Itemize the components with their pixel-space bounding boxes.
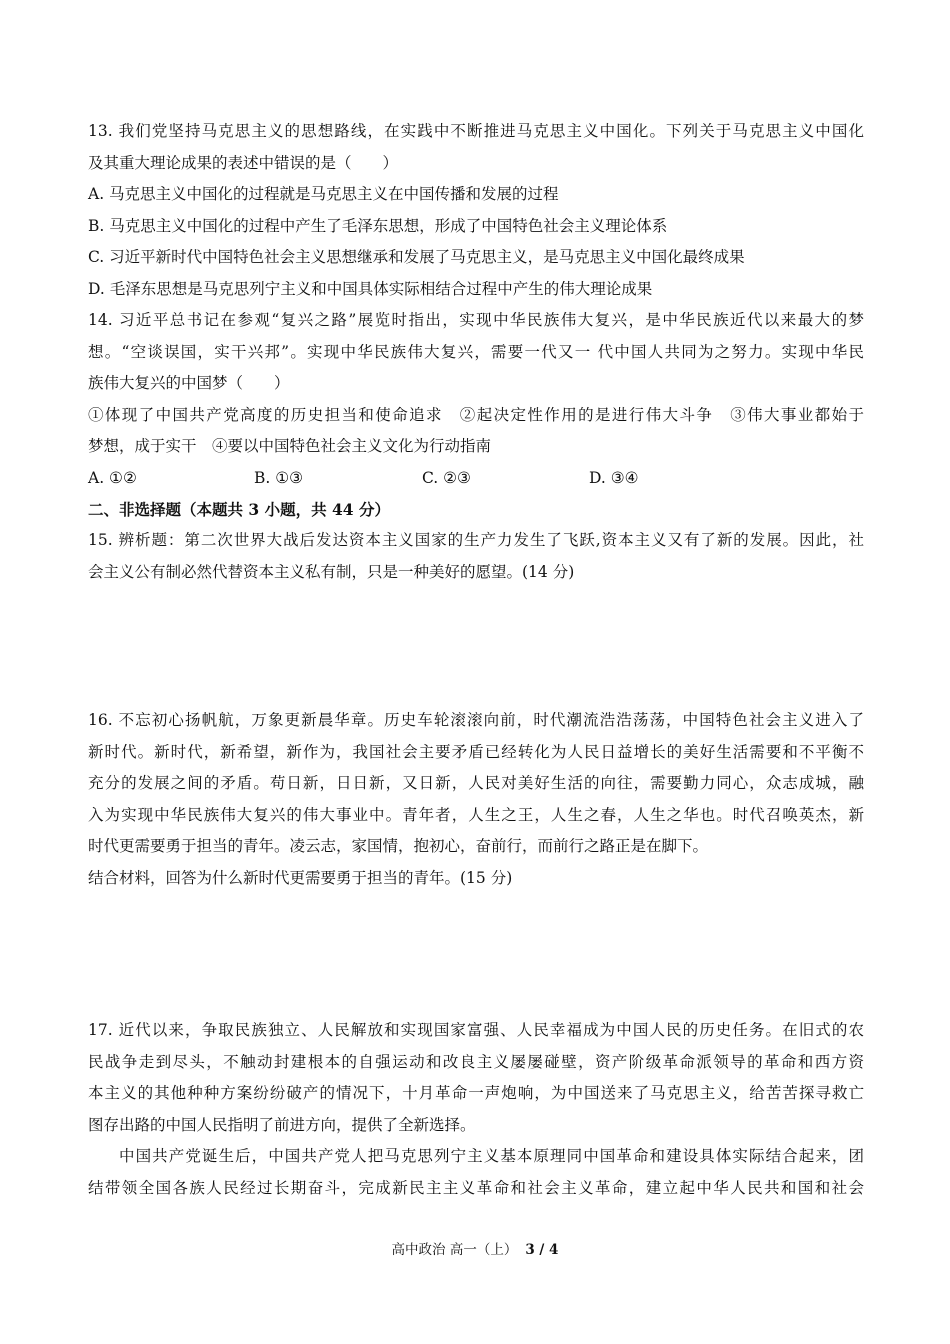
question-14-option-d: D. ③④ xyxy=(589,468,639,487)
question-17-line-4: 图存出路的中国人民指明了前进方向，提供了全新选择。 xyxy=(88,1115,476,1134)
question-13-option-c: C. 习近平新时代中国特色社会主义思想继承和发展了马克思主义，是马克思主义中国化最终成果 xyxy=(88,248,745,266)
question-16-line-2: 新时代。新时代，新希望，新作为，我国社会主要矛盾已经转化为人民日益增长的美好生活需要和不平衡不 xyxy=(88,742,864,761)
question-14-statements-line-2: 梦想，成于实干 ④要以中国特色社会主义文化为行动指南 xyxy=(88,437,492,455)
question-13-stem-line-1: 13. 我们党坚持马克思主义的思想路线，在实践中不断推进马克思主义中国化。下列关于马克思主义中国化 xyxy=(88,122,864,140)
question-15-line-1: 15. 辨析题：第二次世界大战后发达资本主义国家的生产力发生了飞跃,资本主义又有了新的发展。因此，社 xyxy=(88,531,864,549)
question-16-line-3: 充分的发展之间的矛盾。苟日新，日日新，又日新，人民对美好生活的向往，需要勤力同心，众志成城，融 xyxy=(88,774,864,792)
question-14 xyxy=(88,305,864,494)
question-14-stem-line-3: 族伟大复兴的中国梦（ ） xyxy=(88,374,290,392)
question-14-option-b: B. ①③ xyxy=(254,468,304,487)
question-14-options xyxy=(88,463,864,495)
question-16-line-4: 入为实现中华民族伟大复兴的伟大事业中。青年者，人生之王，人生之春，人生之华也。时代召唤英杰，新 xyxy=(88,805,864,824)
question-13-option-a: A. 马克思主义中国化的过程就是马克思主义在中国传播和发展的过程 xyxy=(88,185,559,203)
section-2-heading xyxy=(88,494,864,526)
question-17-line-6: 结带领全国各族人民经过长期奋斗，完成新民主主义革命和社会主义革命，建立起中华人民共和国和社会 xyxy=(88,1178,864,1197)
question-17-line-2: 民战争走到尽头，不触动封建根本的自强运动和改良主义屡屡碰壁，资产阶级革命派领导的革命和西方资 xyxy=(88,1052,864,1071)
question-16-line-5: 时代更需要勇于担当的青年。凌云志，家国情，抱初心，奋前行，而前行之路正是在脚下。 xyxy=(88,837,709,855)
question-16 xyxy=(88,705,864,894)
footer-subject: 高中政治 高一（上） xyxy=(391,1242,518,1258)
question-14-option-a: A. ①② xyxy=(88,468,137,487)
question-16-line-1: 16. 不忘初心扬帆航，万象更新晨华章。历史车轮滚滚向前，时代潮流浩浩荡荡，中国特色社会主义进入了 xyxy=(88,711,864,729)
question-17-line-3: 本主义的其他种种方案纷纷破产的情况下，十月革命一声炮响，为中国送来了马克思主义，给苦苦探寻救亡 xyxy=(88,1084,864,1102)
question-13-stem-line-2: 及其重大理论成果的表述中错误的是（ ） xyxy=(88,153,399,172)
question-17-line-1: 17. 近代以来，争取民族独立、人民解放和实现国家富强、人民幸福成为中国人民的历史任务。在旧式的农 xyxy=(88,1021,864,1039)
question-15 xyxy=(88,525,864,588)
page-footer xyxy=(0,1240,950,1260)
question-14-option-c: C. ②③ xyxy=(422,468,471,487)
question-14-stem-line-2: 想。“空谈误国，实干兴邦”。实现中华民族伟大复兴，需要一代又一 代中国人共同为之努力。实现中华民 xyxy=(88,342,864,361)
question-17 xyxy=(88,1015,864,1204)
question-16-prompt: 结合材料，回答为什么新时代更需要勇于担当的青年。(15 分) xyxy=(88,868,513,887)
question-15-line-2: 会主义公有制必然代替资本主义私有制，只是一种美好的愿望。(14 分) xyxy=(88,562,575,581)
question-17-line-5: 中国共产党诞生后，中国共产党人把马克思列宁主义基本原理同中国革命和建设具体实际结合起来，团 xyxy=(119,1147,864,1165)
question-14-statements-line-1: ①体现了中国共产党高度的历史担当和使命追求 ②起决定性作用的是进行伟大斗争 ③伟大事业都始于 xyxy=(88,405,864,424)
section-2-heading-text: 二、非选择题（本题共 3 小题，共 44 分） xyxy=(88,500,390,519)
question-13-option-d: D. 毛泽东思想是马克思列宁主义和中国具体实际相结合过程中产生的伟大理论成果 xyxy=(88,279,653,298)
question-13-option-b: B. 马克思主义中国化的过程中产生了毛泽东思想，形成了中国特色社会主义理论体系 xyxy=(88,216,668,235)
page-number: 3 / 4 xyxy=(525,1242,559,1258)
question-14-stem-line-1: 14. 习近平总书记在参观“复兴之路”展览时指出，实现中华民族伟大复兴，是中华民族近代以来最大的梦 xyxy=(88,311,864,329)
question-13 xyxy=(88,116,864,305)
